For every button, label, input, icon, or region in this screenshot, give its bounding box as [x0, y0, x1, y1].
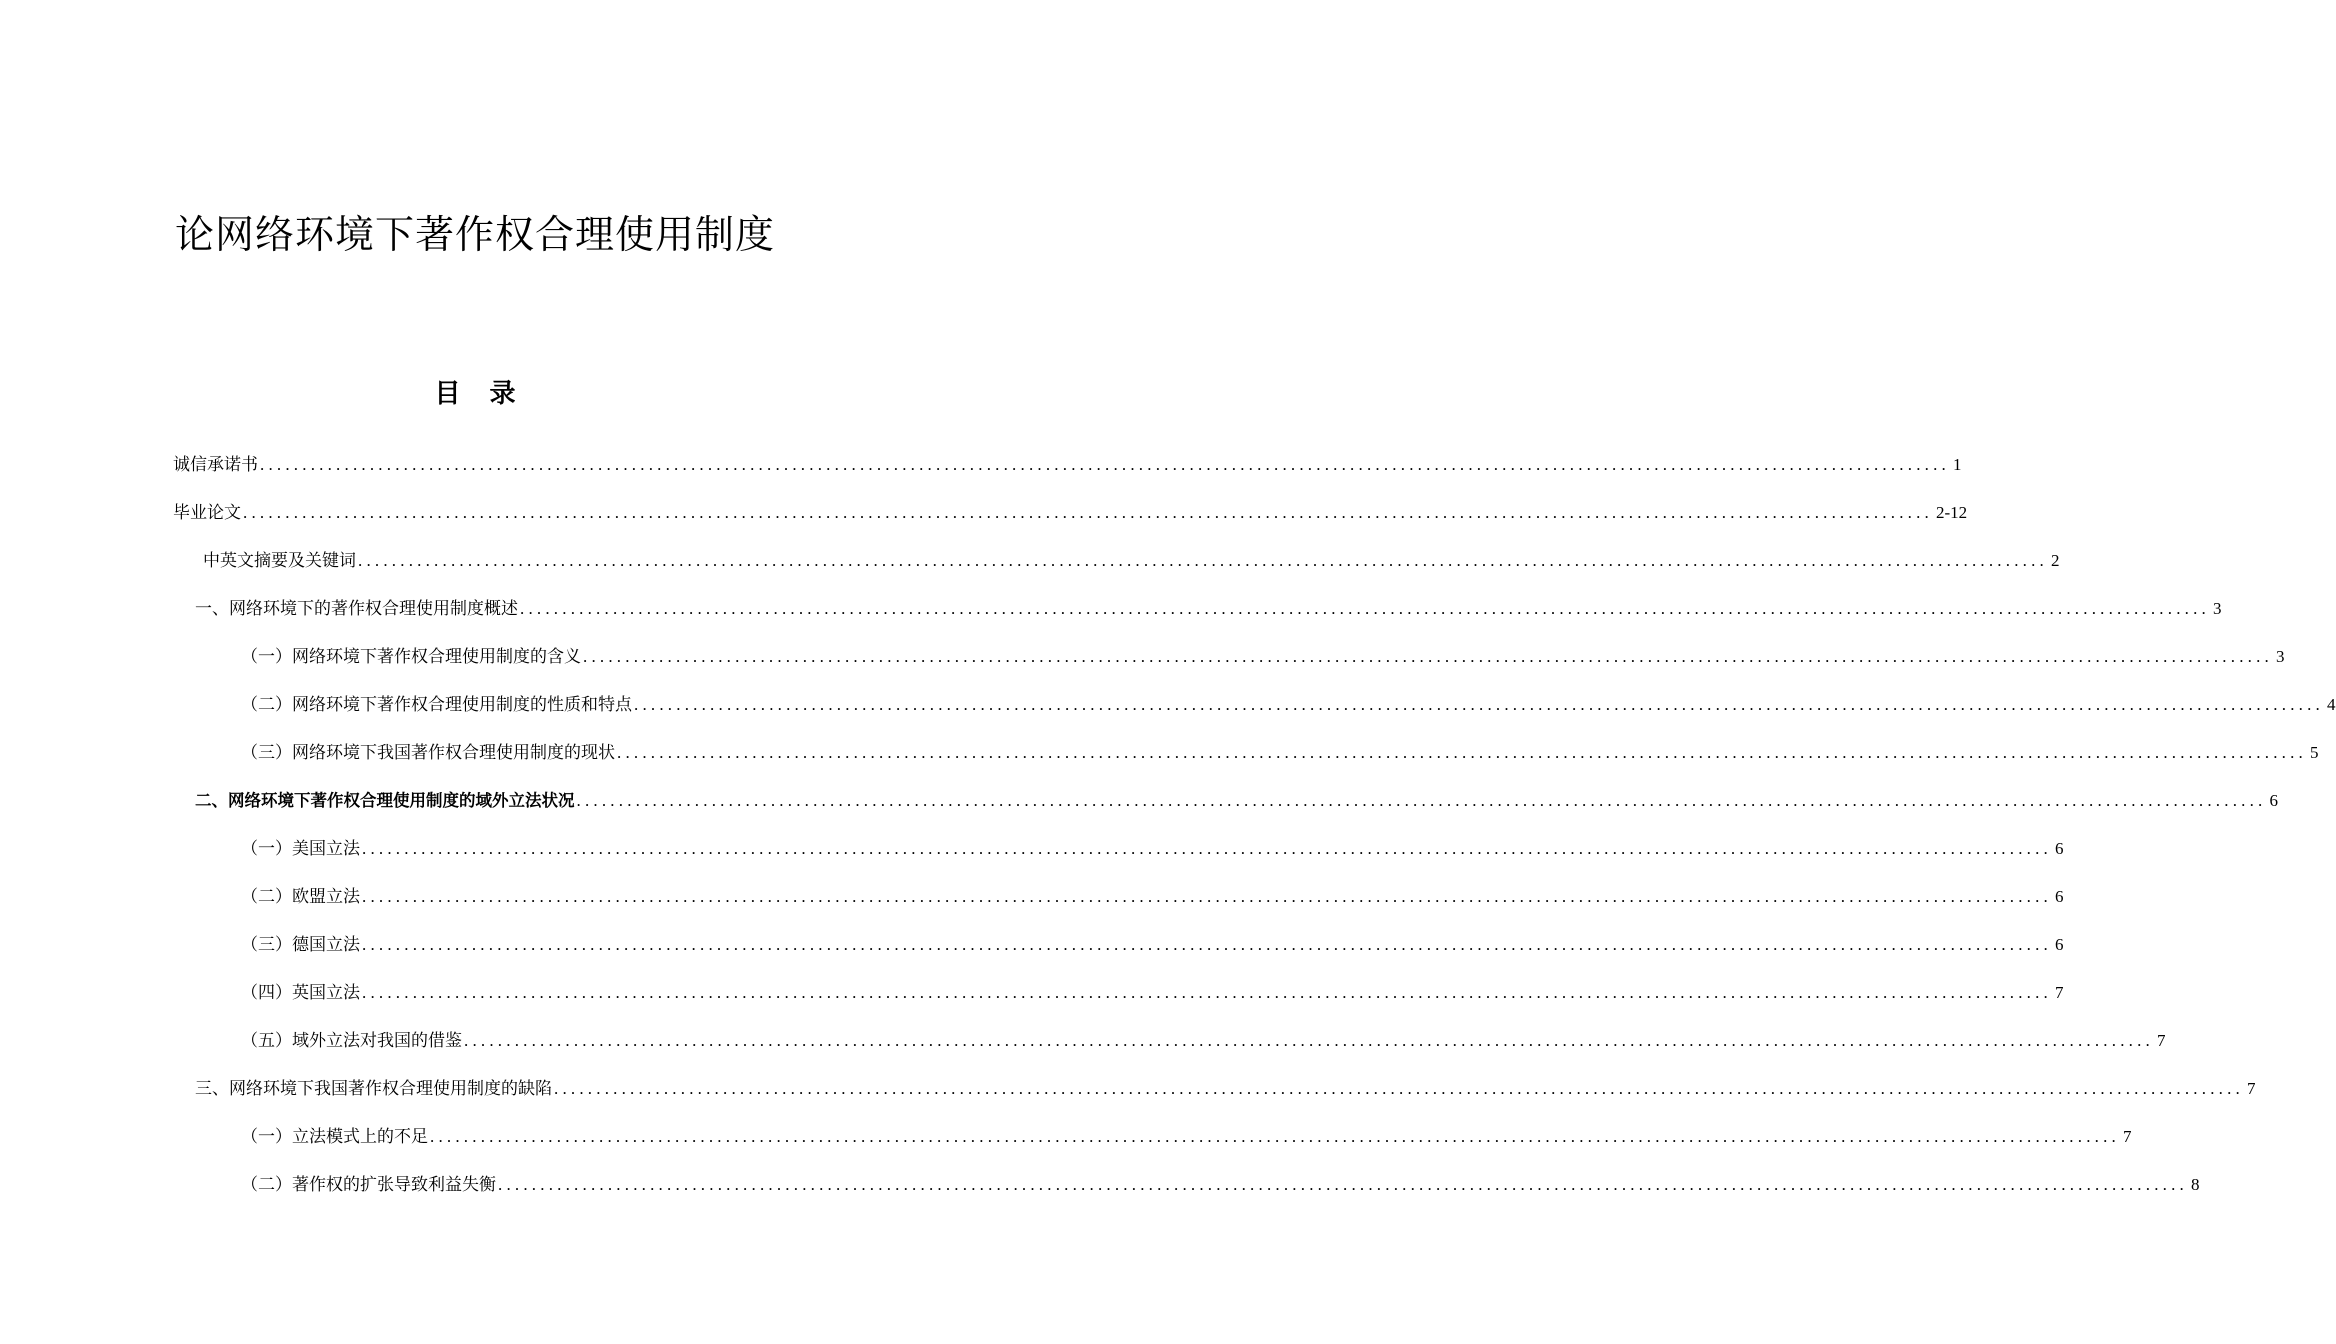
- toc-leader-dots: ........................................................................................................................................................................................................: [243, 503, 1933, 522]
- toc-page-number: 2: [2051, 551, 2060, 570]
- toc-page-number: 4: [2327, 695, 2336, 714]
- toc-leader-dots: ........................................................................................................................................................................................................: [260, 455, 1950, 474]
- toc-entry-label: （三）德国立法: [241, 935, 360, 955]
- toc-entry-abstract[interactable]: [203, 541, 2060, 581]
- toc-entry-label: 二、网络环境下著作权合理使用制度的域外立法状况: [195, 791, 575, 810]
- toc-entry-section-2-4[interactable]: [241, 973, 2064, 1013]
- toc-entry-section-2-5[interactable]: [241, 1021, 2166, 1061]
- toc-page-number: 6: [2055, 839, 2064, 858]
- toc-entry-section-1-2[interactable]: [241, 685, 2336, 725]
- toc-entry-thesis[interactable]: [173, 493, 1968, 533]
- toc-entry-label: 毕业论文: [173, 503, 241, 523]
- toc-entry-label: （二）欧盟立法: [241, 887, 360, 907]
- toc-leader-dots: ........................................................................................................................................................................................................: [617, 743, 2307, 762]
- toc-entry-label: （一）网络环境下著作权合理使用制度的含义: [241, 647, 581, 667]
- toc-leader-dots: ........................................................................................................................................................................................................: [498, 1175, 2188, 1194]
- toc-entry-label: （二）网络环境下著作权合理使用制度的性质和特点: [241, 695, 632, 715]
- toc-leader-dots: ........................................................................................................................................................................................................: [634, 695, 2324, 714]
- toc-entry-section-1-3[interactable]: [241, 733, 2319, 773]
- toc-entry-label: （五）域外立法对我国的借鉴: [241, 1031, 462, 1051]
- toc-leader-dots: ........................................................................................................................................................................................................: [362, 887, 2052, 906]
- toc-page-number: 7: [2247, 1079, 2256, 1098]
- document-title: 论网络环境下著作权合理使用制度: [174, 213, 775, 258]
- toc-leader-dots: ........................................................................................................................................................................................................: [358, 551, 2048, 570]
- toc-page-number: 7: [2157, 1031, 2166, 1050]
- toc-page-number: 6: [2269, 791, 2278, 810]
- toc-page-number: 7: [2123, 1127, 2132, 1146]
- toc-page-number: 3: [2213, 599, 2222, 618]
- toc-entry-section-2-1[interactable]: [241, 829, 2064, 869]
- toc-entry-section-3-2[interactable]: [241, 1165, 2200, 1205]
- toc-entry-section-2-3[interactable]: [241, 925, 2064, 965]
- toc-page-number: 2-12: [1936, 503, 1968, 522]
- toc-entry-label: 中英文摘要及关键词: [203, 551, 356, 571]
- toc-leader-dots: ........................................................................................................................................................................................................: [362, 983, 2052, 1002]
- toc-leader-dots: ........................................................................................................................................................................................................: [430, 1127, 2120, 1146]
- toc-leader-dots: ........................................................................................................................................................................................................: [554, 1079, 2244, 1098]
- toc-entry-label: 诚信承诺书: [173, 455, 258, 475]
- toc-entry-label: （三）网络环境下我国著作权合理使用制度的现状: [241, 743, 615, 763]
- toc-leader-dots: ........................................................................................................................................................................................................: [362, 935, 2052, 954]
- toc-page-number: 7: [2055, 983, 2064, 1002]
- toc-entry-integrity-pledge[interactable]: [173, 445, 1962, 485]
- toc-leader-dots: ........................................................................................................................................................................................................: [362, 839, 2052, 858]
- toc-entry-chapter-3[interactable]: [195, 1069, 2256, 1109]
- toc-entry-label: （二）著作权的扩张导致利益失衡: [241, 1175, 496, 1195]
- toc-page-number: 6: [2055, 887, 2064, 906]
- toc-page-number: 1: [1953, 455, 1962, 474]
- toc-leader-dots: ........................................................................................................................................................................................................: [464, 1031, 2154, 1050]
- toc-page-number: 5: [2310, 743, 2319, 762]
- toc-leader-dots: ........................................................................................................................................................................................................: [576, 791, 2267, 810]
- toc-entry-chapter-2[interactable]: [195, 781, 2278, 821]
- toc-page-number: 6: [2055, 935, 2064, 954]
- toc-entry-chapter-1[interactable]: [195, 589, 2222, 629]
- toc-page-number: 3: [2276, 647, 2285, 666]
- toc-page-number: 8: [2191, 1175, 2200, 1194]
- toc-leader-dots: ........................................................................................................................................................................................................: [583, 647, 2273, 666]
- toc-leader-dots: ........................................................................................................................................................................................................: [520, 599, 2210, 618]
- toc-entry-section-2-2[interactable]: [241, 877, 2064, 917]
- toc-heading: 目 录: [434, 379, 516, 409]
- toc-entry-label: （四）英国立法: [241, 983, 360, 1003]
- toc-entry-label: 三、网络环境下我国著作权合理使用制度的缺陷: [195, 1079, 552, 1099]
- toc-entry-label: （一）美国立法: [241, 839, 360, 859]
- toc-entry-label: 一、网络环境下的著作权合理使用制度概述: [195, 599, 518, 619]
- toc-entry-label: （一）立法模式上的不足: [241, 1127, 428, 1147]
- toc-entry-section-1-1[interactable]: [241, 637, 2285, 677]
- toc-entry-section-3-1[interactable]: [241, 1117, 2132, 1157]
